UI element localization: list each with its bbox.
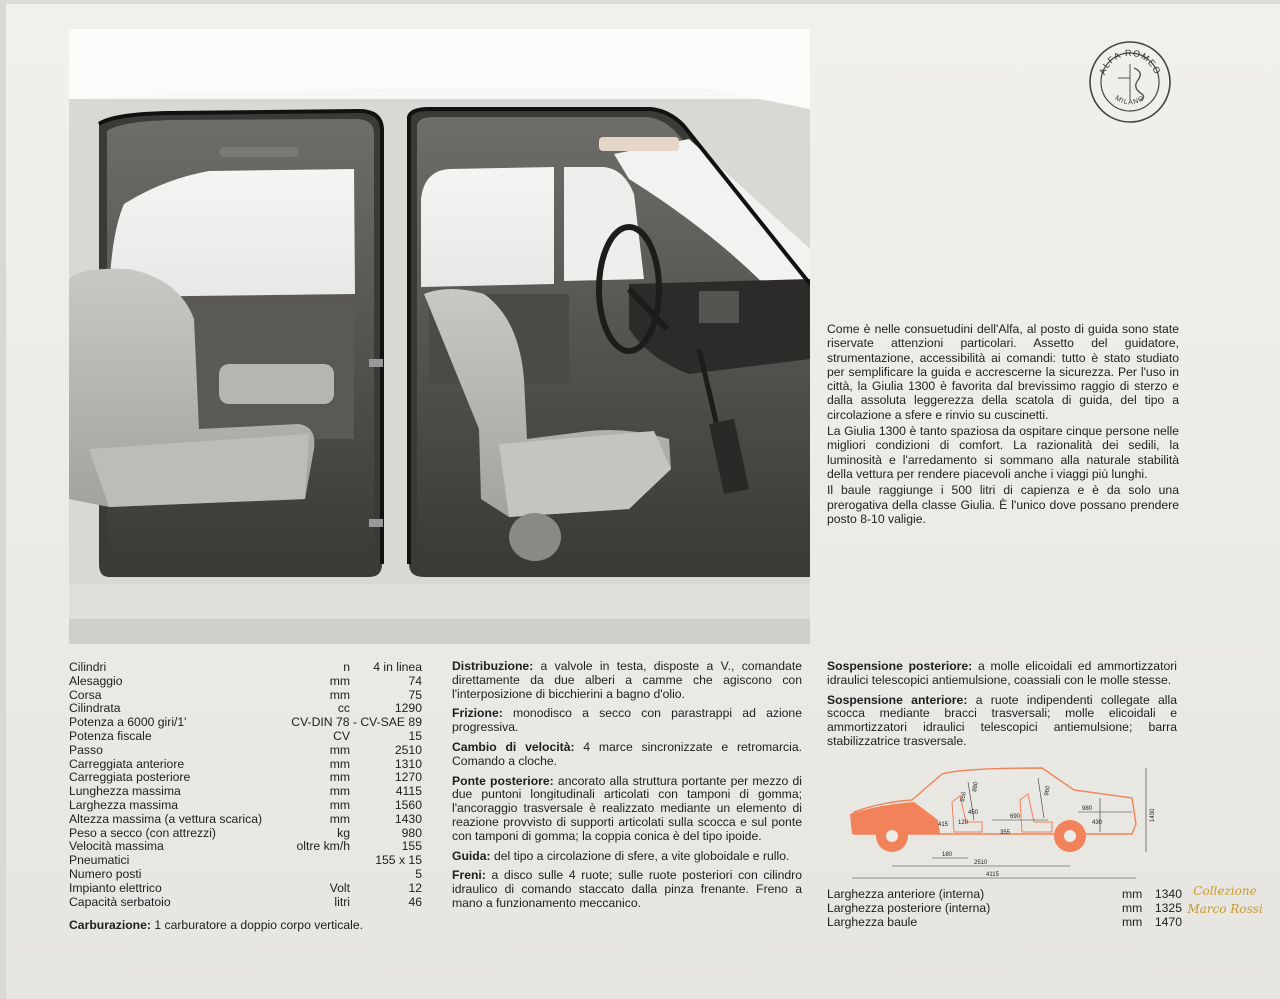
suspension-text: a molle elicoidali ed ammortizzatori idraulici telescopici antiemulsione, coassiali con le molle stesse. — [827, 659, 1177, 687]
dim-label: 355 — [1000, 830, 1011, 836]
carburazione-term: Carburazione: — [69, 918, 151, 933]
spec-label: Passo — [69, 742, 103, 757]
spec-label: Lunghezza massima — [69, 784, 181, 799]
alfa-romeo-logo — [1088, 40, 1172, 124]
spec-unit: cc — [337, 701, 350, 716]
dim-label: 450 — [968, 810, 979, 816]
mechanics-item — [452, 741, 802, 769]
widths-table — [827, 888, 1182, 929]
spec-label: Cilindri — [69, 660, 107, 674]
spec-value: 5 — [415, 866, 422, 881]
mechanics-item — [452, 850, 802, 864]
spec-unit: mm — [329, 742, 350, 757]
spec-unit: mm — [329, 811, 350, 826]
spec-row — [69, 896, 422, 910]
spec-label: Peso a secco (con attrezzi) — [69, 825, 216, 840]
spec-row — [69, 827, 422, 841]
spec-unit: CV — [333, 728, 350, 743]
suspension-column — [827, 660, 1177, 755]
mechanics-item — [452, 707, 802, 735]
dim-label: 430 — [1092, 820, 1103, 826]
spec-unit: n — [343, 660, 350, 674]
width-unit: mm — [1122, 900, 1143, 915]
spec-label: Potenza a 6000 giri/1' — [69, 715, 187, 730]
spec-value: 46 — [408, 894, 422, 909]
spec-unit: litri — [334, 894, 350, 909]
page-edge — [0, 0, 1280, 4]
mechanics-term: Guida: — [452, 848, 491, 863]
spec-row — [69, 675, 422, 689]
dim-label: 2510 — [974, 860, 988, 866]
width-row — [827, 902, 1182, 916]
spec-unit: mm — [329, 784, 350, 799]
spec-row — [69, 813, 422, 827]
mechanics-column — [452, 660, 802, 917]
dim-label: 415 — [938, 822, 949, 828]
page-edge — [0, 0, 6, 999]
spec-row — [69, 785, 422, 799]
width-row — [827, 888, 1182, 902]
interior-photo — [69, 29, 810, 644]
suspension-term: Sospensione posteriore: — [827, 659, 973, 673]
spec-unit: mm — [329, 687, 350, 702]
spec-value: 1290 — [394, 701, 422, 716]
spec-label: Numero posti — [69, 866, 142, 881]
mechanics-text: del tipo a circolazione di sfere, a vite globoidale e rullo. — [490, 848, 790, 863]
collection-watermark — [1180, 882, 1270, 918]
mechanics-term: Distribuzione: — [452, 659, 534, 673]
suspension-item — [827, 660, 1177, 688]
spec-unit: mm — [329, 673, 350, 688]
dim-label: 980 — [1082, 806, 1093, 812]
spec-row — [69, 799, 422, 813]
suspension-term: Sospensione anteriore: — [827, 692, 968, 707]
spec-value: 1560 — [394, 797, 422, 812]
spec-unit: mm — [329, 756, 350, 771]
alfa-romeo-logo-drawing — [1088, 40, 1172, 124]
spec-value: 74 — [408, 673, 422, 688]
spec-value: 1310 — [394, 756, 422, 771]
width-label: Larghezza baule — [827, 914, 918, 929]
width-value: 1325 — [1154, 900, 1182, 915]
width-label: Larghezza posteriore (interna) — [827, 900, 991, 915]
spec-label: Potenza fiscale — [69, 728, 152, 743]
mechanics-term: Cambio di velocità: — [452, 739, 575, 754]
dim-label: 180 — [942, 852, 953, 858]
carburazione-line — [69, 919, 422, 933]
mechanics-item — [452, 775, 802, 844]
spec-label: Capacità serbatoio — [69, 894, 171, 909]
watermark-line: Collezione — [1193, 884, 1257, 898]
mechanics-term: Frizione: — [452, 706, 503, 721]
spec-label: Carreggiata anteriore — [69, 756, 185, 771]
spec-unit: kg — [337, 825, 350, 840]
spec-unit: mm — [329, 770, 350, 785]
spec-row — [69, 661, 422, 675]
spec-row — [69, 744, 422, 758]
spec-unit: Volt — [329, 880, 350, 895]
mechanics-term: Ponte posteriore: — [452, 773, 554, 788]
intro-paragraph: La Giulia 1300 è tanto spaziosa da ospitare cinque persone nelle migliori condizioni di comfort. La razionalità dei sedili, la luminosità e l'arredamento si sommano alla naturale stabilità della vettura per rendere piacevoli anche i viaggi più lunghi. — [827, 424, 1179, 481]
spec-row — [69, 868, 422, 882]
spec-label: Pneumatici — [69, 853, 130, 868]
spec-unit: oltre km/h — [296, 839, 350, 854]
dimension-diagram — [842, 762, 1162, 886]
spec-value: 75 — [408, 687, 422, 702]
mechanics-text: a valvole in testa, disposte a V., comandate direttamente da due alberi a camme che agiscono con l'interposizione di bicchierini a bagno d'olio. — [452, 659, 802, 701]
spec-row — [69, 730, 422, 744]
dim-label: 690 — [1010, 814, 1021, 820]
interior-photo-drawing — [69, 29, 810, 644]
width-unit: mm — [1122, 887, 1143, 901]
logo-brand-text: ALFA ROMEO — [1097, 47, 1163, 77]
spec-row — [69, 882, 422, 896]
mechanics-item — [452, 660, 802, 701]
spec-value: 4 in linea — [373, 660, 422, 674]
spec-value: 155 x 15 — [375, 853, 422, 868]
spec-value: 15 — [408, 728, 422, 743]
carburazione-text: 1 carburatore a doppio corpo verticale. — [150, 918, 364, 933]
spec-value: 2510 — [394, 742, 422, 757]
width-value: 1340 — [1154, 887, 1182, 901]
spec-label: Alesaggio — [69, 673, 123, 688]
spec-unit: mm — [329, 797, 350, 812]
spec-label: Altezza massima (a vettura scarica) — [69, 811, 263, 826]
mechanics-text: 4 marce sincronizzate e retromarcia. Comando a cloche. — [452, 739, 802, 768]
dim-label: 880 — [972, 781, 980, 793]
intro-paragraph: Il baule raggiunge i 500 litri di capienza e è da solo una prerogativa della classe Giulia. È l'unico dove possano prendere posto 8-10 valigie. — [827, 483, 1179, 526]
spec-unit — [284, 854, 358, 868]
mechanics-text: monodisco a secco con parastrappi ad azione progressiva. — [452, 706, 802, 735]
intro-paragraph: Come è nelle consuetudini dell'Alfa, al posto di guida sono state riservate attenzioni particolari. Assetto del guidatore, strumentazione, accessibilità ai comandi: tutto è stato studiato per semplificare la guida e accrescerne la sicurezza. Per l'uso in città, la Giulia 1300 è favorita dal brevissimo raggio di sterzo e dalla assoluta leggerezza della scatola di guida, del tipo a circolazione a sfere e rinvio su cuscinetti. — [827, 322, 1179, 422]
spec-row — [69, 771, 422, 785]
spec-row — [69, 854, 422, 868]
dim-label: 120 — [958, 820, 969, 826]
spec-label: Corsa — [69, 687, 102, 702]
width-row — [827, 916, 1182, 930]
watermark-line: Marco Rossi — [1187, 902, 1263, 916]
spec-value: 1430 — [394, 811, 422, 826]
spec-row — [69, 840, 422, 854]
spec-table — [69, 661, 422, 933]
spec-unit: CV-DIN 78 - CV-SAE 89 — [291, 715, 422, 730]
dim-label: 1430 — [1150, 808, 1156, 822]
spec-label: Larghezza massima — [69, 797, 179, 812]
mechanics-item — [452, 869, 802, 910]
dim-label: 4115 — [986, 872, 999, 878]
spec-row — [69, 758, 422, 772]
dim-label: 850 — [960, 791, 968, 803]
spec-value: 155 — [401, 839, 422, 854]
spec-value: 4115 — [395, 784, 422, 799]
intro-text — [827, 322, 1179, 528]
spec-label: Impianto elettrico — [69, 880, 162, 895]
dimension-diagram-drawing — [842, 762, 1162, 886]
spec-value: 980 — [401, 825, 422, 840]
spec-label: Cilindrata — [69, 701, 121, 716]
spec-label: Velocità massima — [69, 839, 164, 854]
spec-row — [69, 716, 422, 730]
spec-row — [69, 702, 422, 716]
spec-row — [69, 689, 422, 703]
mechanics-term: Freni: — [452, 868, 486, 883]
spec-label: Carreggiata posteriore — [69, 770, 191, 785]
mechanics-text: ancorato alla struttura portante per mezzo di due puntoni longitudinali articolati con tamponi di gomma; l'ancoraggio trasversale è realizzato mediante un elemento di reazione provvisto di supporti articolati sulla scocca e sul ponte con tamponi di gomma; la coppia conica è del tipo ipoide. — [452, 773, 802, 843]
suspension-item — [827, 694, 1177, 749]
width-label: Larghezza anteriore (interna) — [827, 887, 985, 901]
suspension-text: a ruote indipendenti collegate alla scocca mediante bracci trasversali; molle elicoidali e ammortizzatori idraulici telescopici antiemulsione; barra stabilizzatrice trasversale. — [827, 692, 1178, 748]
spec-value: 1270 — [394, 770, 422, 785]
dim-label: 960 — [1044, 785, 1052, 797]
mechanics-text: a disco sulle 4 ruote; sulle ruote posteriori con cilindro idraulico di comando staccato dalla pinza frenante. Freno a mano a funzionamento meccanico. — [452, 868, 802, 910]
width-value: 1470 — [1154, 914, 1182, 929]
logo-city-text: MILANO — [1113, 94, 1147, 107]
spec-unit — [284, 868, 358, 882]
width-unit: mm — [1122, 914, 1143, 929]
spec-value: 12 — [408, 880, 422, 895]
